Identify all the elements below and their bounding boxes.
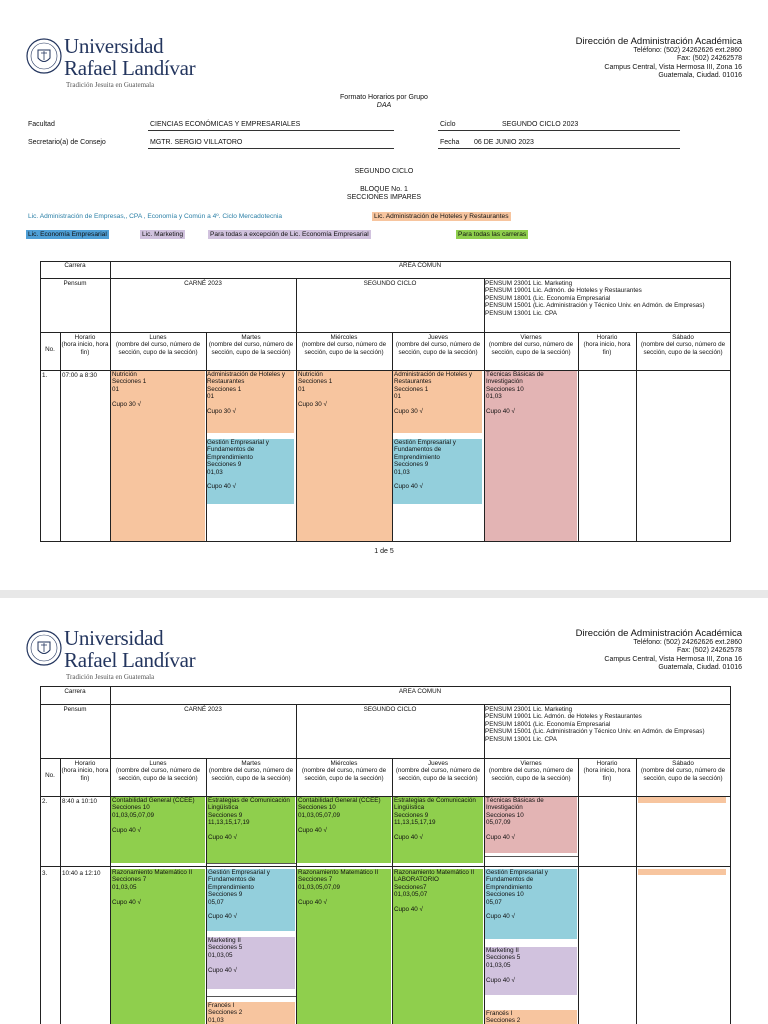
office-address: Campus Central, Vista Hermosa III, Zona 16	[604, 655, 742, 663]
col-header-no: No.	[45, 346, 55, 353]
course-name: Marketing II	[208, 937, 241, 944]
office-title: Dirección de Administración Académica	[575, 628, 742, 639]
course-capacity: Cupo 40 √	[298, 826, 328, 834]
course-capacity: Cupo 40 √	[298, 898, 328, 906]
course-sections: Secciones 7	[298, 876, 333, 884]
col-header-viernes: Viernes (nombre del curso, número de sección, cupo de la sección)	[488, 760, 574, 782]
office-address: Campus Central, Vista Hermosa III, Zona 16	[604, 63, 742, 71]
course-capacity: Cupo 40 √	[486, 834, 516, 842]
course-block	[485, 947, 577, 995]
course-capacity: Cupo 40 √	[394, 834, 424, 842]
course-name: Estrategias de Comunicación Lingüística	[208, 797, 290, 812]
course-sections: Secciones 9	[394, 811, 429, 819]
course-name: Razonamiento Matemático II	[298, 869, 379, 876]
area-comun-label: AREA COMUN	[398, 688, 442, 695]
course-block	[485, 797, 577, 853]
course-sections: Secciones 5	[208, 944, 243, 952]
course-block	[485, 1010, 577, 1024]
course-name: Gestión Empresarial y Fundamentos de Emprendimiento	[208, 869, 270, 891]
course-name: Francés I	[208, 1002, 235, 1009]
course-name: Administración de Hoteles y Restaurantes	[207, 371, 286, 386]
secretario-label: Secretario(a) de Consejo	[28, 139, 106, 146]
col-header-viernes: Viernes (nombre del curso, número de sección, cupo de la sección)	[488, 334, 574, 356]
pensum-list: PENSUM 23001 Lic. Marketing PENSUM 19001 Lic. Admón. de Hoteles y Restaurantes PENSUM 18001 (Lic. Economía Empresarial PENSUM 15001 (Lic. Administración y Técnico Univ. en Admón. de Empresas) PENSUM 13001 Lic. CPA	[485, 706, 705, 743]
course-capacity: Cupo 40 √	[208, 834, 238, 842]
course-name: Técnicas Básicas de Investigación	[486, 371, 544, 386]
course-name: Marketing II	[486, 947, 519, 954]
course-sections: Secciones 1	[207, 385, 242, 393]
bloque-title: BLOQUE No. 1	[360, 186, 408, 193]
course-sections: Secciones 10	[486, 811, 524, 819]
course-sections: Secciones 10	[298, 804, 336, 812]
col-header-horario: Horario (hora inicio, hora fin)	[61, 760, 109, 782]
course-name: Contabilidad General (CCEE)	[298, 797, 381, 804]
course-sections: Secciones 10	[486, 891, 524, 899]
course-section-numbers: 01	[298, 385, 306, 393]
course-section-numbers: 01,03,05,07,09	[298, 811, 341, 819]
course-section-numbers: 01,03,05,07,09	[298, 883, 341, 891]
course-sections: Secciones 9	[208, 891, 243, 899]
course-sections: Secciones 2	[208, 1009, 243, 1017]
pensum-label: Pensum	[63, 706, 87, 713]
office-title: Dirección de Administración Académica	[575, 36, 742, 47]
course-section-numbers: 01,03	[394, 468, 410, 476]
segundo-ciclo-label: SEGUNDO CICLO	[363, 280, 417, 287]
course-sections: Secciones 10	[486, 385, 524, 393]
col-header-jueves: Jueves (nombre del curso, número de sección, cupo de la sección)	[395, 334, 481, 356]
course-block	[111, 371, 205, 541]
office-city: Guatemala, Ciudad. 01016	[658, 663, 742, 671]
office-city: Guatemala, Ciudad. 01016	[658, 71, 742, 79]
office-contact-block	[576, 628, 742, 672]
col-header-sabado: Sábado (nombre del curso, número de sección, cupo de la sección)	[640, 334, 726, 356]
course-block	[111, 869, 205, 1024]
carrera-label: Carrera	[64, 262, 86, 269]
carrera-label: Carrera	[64, 688, 86, 695]
course-section-numbers: 01	[112, 385, 120, 393]
course-sections: Secciones 9	[394, 461, 429, 469]
secciones-title: SECCIONES IMPARES	[346, 194, 422, 201]
course-block	[393, 869, 483, 1024]
course-sections: Secciones 1	[112, 378, 147, 386]
legend-economia: Lic. Economía Empresarial	[28, 231, 107, 238]
col-header-martes: Martes (nombre del curso, número de sección, cupo de la sección)	[208, 334, 294, 356]
col-header-martes: Martes (nombre del curso, número de sección, cupo de la sección)	[208, 760, 294, 782]
course-name: Razonamiento Matemático II	[394, 869, 475, 876]
facultad-underline	[148, 130, 394, 131]
course-lab: LABORATORIO	[394, 876, 439, 884]
university-name-line1: Universidad	[64, 34, 164, 58]
legend-administracion: Lic. Administración de Empresas,, CPA , Economía y Común a 4º. Ciclo Mercadotecnia	[28, 213, 283, 220]
course-section-numbers: 01,03,05,07,09	[112, 811, 155, 819]
fecha-value: 06 DE JUNIO 2023	[474, 139, 534, 146]
row-number: 2.	[42, 798, 48, 805]
course-section-numbers: 01	[207, 393, 215, 401]
col-header-miercoles: Miércoles (nombre del curso, número de sección, cupo de la sección)	[301, 334, 387, 356]
course-block	[206, 439, 294, 504]
row-time: 8:40 a 10:10	[62, 798, 98, 805]
course-section-numbers: 01	[394, 393, 402, 401]
course-name: Gestión Empresarial y Fundamentos de Emprendimiento	[486, 869, 548, 891]
course-capacity: Cupo 40 √	[208, 913, 238, 921]
col-header-horario-2: Horario (hora inicio, hora fin)	[583, 334, 631, 356]
university-name-line2: Rafael Landívar	[64, 648, 196, 672]
university-name-line2: Rafael Landívar	[64, 56, 196, 80]
course-section-numbers: 05,07	[208, 898, 224, 906]
course-name: Administración de Hoteles y Restaurantes	[394, 371, 473, 386]
course-sections: Secciones 9	[208, 811, 243, 819]
course-capacity: Cupo 30 √	[207, 408, 237, 416]
course-capacity: Cupo 40 √	[112, 826, 142, 834]
course-section-numbers: 01,03	[207, 468, 223, 476]
course-block	[485, 869, 577, 939]
course-block	[297, 371, 392, 541]
course-block	[207, 869, 295, 931]
format-title: Formato Horarios por Grupo	[340, 94, 428, 101]
course-capacity: Cupo 40 √	[208, 966, 238, 974]
ciclo-underline	[438, 130, 680, 131]
carne-label: CARNÉ 2023	[184, 706, 222, 713]
course-capacity: Cupo 40 √	[486, 913, 516, 921]
course-sections: Secciones 2	[486, 1017, 521, 1024]
course-section-numbers: 01,03,05,07	[394, 891, 428, 899]
col-header-horario-2: Horario (hora inicio, hora fin)	[583, 760, 631, 782]
pensum-label: Pensum	[63, 280, 87, 287]
ciclo-value: SEGUNDO CICLO 2023	[502, 121, 579, 128]
course-block	[485, 371, 577, 541]
course-name: Gestión Empresarial y Fundamentos de Emprendimiento	[394, 439, 456, 461]
course-sections: Secciones 1	[394, 385, 429, 393]
legend-excepcion-economia: Para todas a excepción de Lic. Economía Empresarial	[210, 231, 369, 238]
course-sections: Secciones 7	[112, 876, 147, 884]
ciclo-label: Ciclo	[440, 121, 456, 128]
course-section-numbers: 11,13,15,17,19	[208, 819, 250, 827]
university-name-line1: Universidad	[64, 626, 164, 650]
course-block	[297, 797, 391, 863]
course-name: Técnicas Básicas de Investigación	[486, 797, 544, 812]
course-block	[393, 797, 483, 863]
course-section-numbers: 01,03,05	[208, 951, 233, 959]
course-block-empty	[638, 869, 726, 875]
course-block	[297, 869, 391, 1024]
course-block	[207, 797, 295, 863]
col-header-sabado: Sábado (nombre del curso, número de sección, cupo de la sección)	[640, 760, 726, 782]
course-block	[393, 439, 482, 504]
office-fax: Fax: (502) 24262578	[677, 55, 742, 63]
university-logo	[26, 36, 226, 92]
course-capacity: Cupo 40 √	[486, 408, 516, 416]
course-name: Francés I	[486, 1010, 513, 1017]
office-contact-block	[576, 36, 742, 80]
course-capacity: Cupo 40 √	[394, 483, 424, 491]
university-seal-icon	[26, 630, 62, 666]
facultad-value: CIENCIAS ECONÓMICAS Y EMPRESARIALES	[150, 121, 301, 128]
course-sections: Secciones 9	[207, 461, 242, 469]
row-time: 10:40 a 12:10	[62, 870, 101, 877]
row-time: 07:00 a 8:30	[62, 372, 98, 379]
course-block	[393, 371, 482, 433]
col-header-horario: Horario (hora inicio, hora fin)	[61, 334, 109, 356]
course-section-numbers: 01,03	[486, 393, 502, 401]
legend-marketing: Lic. Marketing	[142, 231, 184, 238]
course-section-numbers: 01,03,05	[112, 883, 137, 891]
course-capacity: Cupo 40 √	[486, 976, 516, 984]
course-capacity: Cupo 40 √	[207, 483, 237, 491]
fecha-label: Fecha	[440, 139, 460, 146]
course-sections: Secciones 10	[112, 804, 150, 812]
course-section-numbers: 01,03,05	[486, 961, 511, 969]
course-sections: Secciones 5	[486, 954, 521, 962]
course-name: Contabilidad General (CCEE)	[112, 797, 195, 804]
secretario-value: MGTR. SERGIO VILLATORO	[150, 139, 243, 146]
course-sections: Secciones7	[394, 883, 427, 891]
course-sections: Secciones 1	[298, 378, 333, 386]
cycle-title: SEGUNDO CICLO	[354, 168, 414, 175]
row-number: 1.	[42, 372, 48, 379]
fecha-underline	[438, 148, 680, 149]
col-header-lunes: Lunes (nombre del curso, número de sección, cupo de la sección)	[115, 334, 201, 356]
legend-hoteles: Lic. Administración de Hoteles y Restaurantes	[374, 213, 509, 220]
col-header-miercoles: Miércoles (nombre del curso, número de sección, cupo de la sección)	[301, 760, 387, 782]
legend-todas-carreras: Para todas las carreras	[458, 231, 527, 238]
format-subtitle: DAA	[376, 102, 392, 109]
col-header-jueves: Jueves (nombre del curso, número de sección, cupo de la sección)	[395, 760, 481, 782]
facultad-label: Facultad	[28, 121, 55, 128]
course-block	[111, 797, 205, 863]
course-block-empty	[638, 797, 726, 803]
course-capacity: Cupo 40 √	[112, 898, 142, 906]
course-name: Gestión Empresarial y Fundamentos de Emprendimiento	[207, 439, 269, 461]
office-phone: Teléfono: (502) 24262626 ext.2860	[633, 47, 742, 54]
course-name: Nutrición	[112, 371, 137, 378]
course-section-numbers: 05,07,09	[486, 819, 511, 827]
course-block	[207, 1002, 295, 1024]
secretario-underline	[148, 148, 394, 149]
course-capacity: Cupo 40 √	[394, 906, 424, 914]
course-capacity: Cupo 30 √	[298, 400, 328, 408]
office-fax: Fax: (502) 24262578	[677, 647, 742, 655]
col-header-no: No.	[45, 772, 55, 779]
segundo-ciclo-label: SEGUNDO CICLO	[363, 706, 417, 713]
course-section-numbers: 01,03	[208, 1016, 224, 1024]
course-name: Estrategias de Comunicación Lingüística	[394, 797, 476, 812]
university-tagline: Tradición Jesuita en Guatemala	[66, 673, 155, 681]
course-capacity: Cupo 30 √	[112, 400, 142, 408]
course-name: Razonamiento Matemático II	[112, 869, 193, 876]
row-number: 3.	[42, 870, 48, 877]
carne-label: CARNÉ 2023	[184, 280, 222, 287]
university-seal-icon	[26, 38, 62, 74]
col-header-lunes: Lunes (nombre del curso, número de sección, cupo de la sección)	[115, 760, 201, 782]
office-phone: Teléfono: (502) 24262626 ext.2860	[633, 639, 742, 646]
area-comun-label: AREA COMUN	[398, 262, 442, 269]
page-2	[0, 598, 768, 1024]
page-number: 1 de 5	[374, 548, 394, 555]
university-tagline: Tradición Jesuita en Guatemala	[66, 81, 155, 89]
course-capacity: Cupo 30 √	[394, 408, 424, 416]
pensum-list: PENSUM 23001 Lic. Marketing PENSUM 19001 Lic. Admón. de Hoteles y Restaurantes PENSUM 18001 (Lic. Economía Empresarial PENSUM 15001 (Lic. Administración y Técnico Univ. en Admón. de Empresas) PENSUM 13001 Lic. CPA	[485, 280, 705, 317]
course-block	[207, 937, 295, 989]
course-section-numbers: 11,13,15,17,19	[394, 819, 436, 827]
course-name: Nutrición	[298, 371, 323, 378]
course-block	[206, 371, 294, 433]
course-section-numbers: 05,07	[486, 898, 502, 906]
university-logo	[26, 628, 226, 684]
